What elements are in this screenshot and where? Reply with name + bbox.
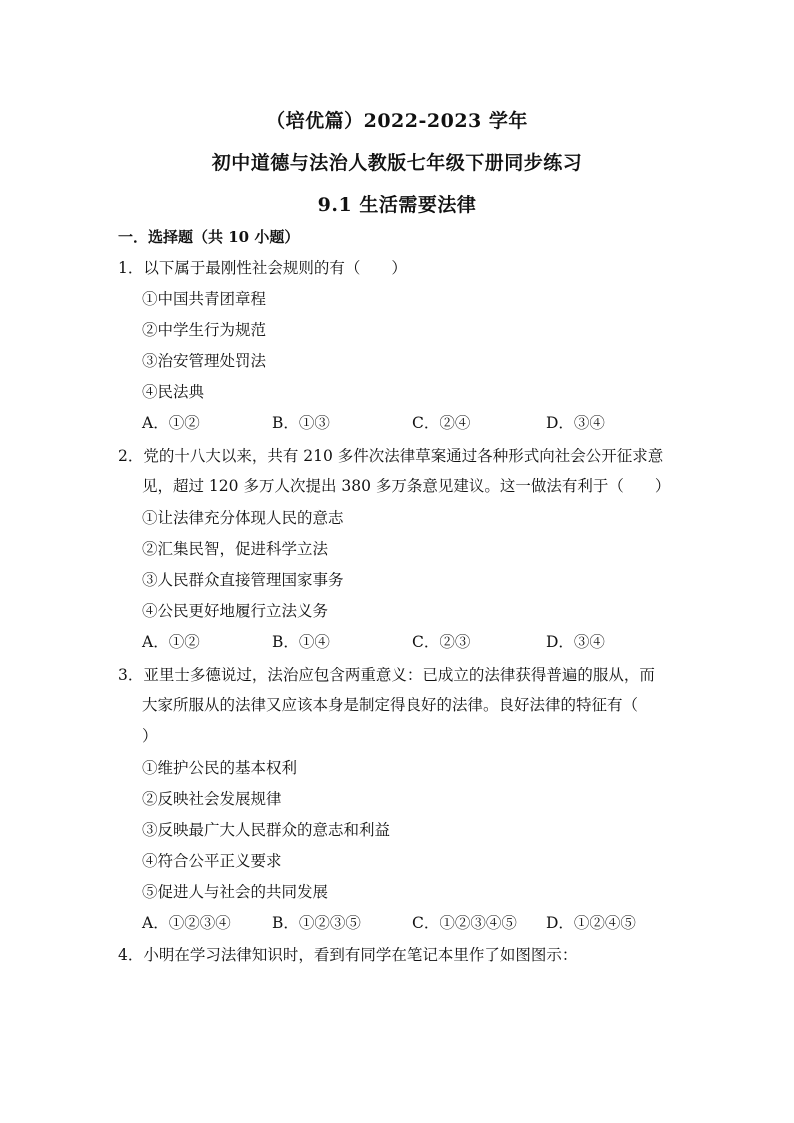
question-4-stem: 4．小明在学习法律知识时，看到有同学在笔记本里作了如图图示： <box>118 946 578 964</box>
doc-title-line3: 9.1 生活需要法律 <box>317 194 477 216</box>
question-1-choice-b[interactable]: B．①③ <box>272 414 330 432</box>
question-3-choice-b[interactable]: B．①②③⑤ <box>272 914 361 932</box>
question-2-choice-c[interactable]: C．②③ <box>412 633 471 651</box>
question-3-stem-line1: 3．亚里士多德说过，法治应包含两重意义：已成立的法律获得普遍的服从，而 <box>118 666 655 684</box>
question-2-option-3: ③人民群众直接管理国家事务 <box>142 571 344 589</box>
doc-title-line1: （培优篇）2022-2023 学年 <box>266 110 528 132</box>
question-1-stem: 1．以下属于最刚性社会规则的有（ ） <box>118 259 407 277</box>
question-3-choice-d[interactable]: D．①②④⑤ <box>546 914 636 932</box>
question-3-option-1: ①维护公民的基本权利 <box>142 759 298 777</box>
doc-title-line2: 初中道德与法治人教版七年级下册同步练习 <box>211 152 583 174</box>
question-2-option-4: ④公民更好地履行立法义务 <box>142 602 329 620</box>
question-3-stem-line3: ） <box>142 727 158 745</box>
question-1-choice-a[interactable]: A．①② <box>142 414 200 432</box>
question-3-option-2: ②反映社会发展规律 <box>142 790 282 808</box>
question-2-stem-line2: 见，超过 120 多万人次提出 380 多万条意见建议。这一做法有利于（ ） <box>142 477 671 495</box>
question-1-option-3: ③治安管理处罚法 <box>142 352 267 370</box>
question-2-choice-b[interactable]: B．①④ <box>272 633 330 651</box>
question-3-option-3: ③反映最广大人民群众的意志和利益 <box>142 821 391 839</box>
question-2-option-2: ②汇集民智，促进科学立法 <box>142 540 329 558</box>
question-2-choice-d[interactable]: D．③④ <box>546 633 605 651</box>
question-1-option-2: ②中学生行为规范 <box>142 321 267 339</box>
question-3-choice-c[interactable]: C．①②③④⑤ <box>412 914 517 932</box>
question-1-choice-c[interactable]: C．②④ <box>412 414 471 432</box>
question-3-option-4: ④符合公平正义要求 <box>142 852 282 870</box>
question-2-option-1: ①让法律充分体现人民的意志 <box>142 509 344 527</box>
question-3-stem-line2: 大家所服从的法律又应该本身是制定得良好的法律。良好法律的特征有（ <box>142 696 639 714</box>
question-3-option-5: ⑤促进人与社会的共同发展 <box>142 883 329 901</box>
section-heading: 一．选择题（共 10 小题） <box>118 228 300 246</box>
question-1-option-1: ①中国共青团章程 <box>142 290 267 308</box>
question-2-stem-line1: 2．党的十八大以来，共有 210 多件次法律草案通过各种形式向社会公开征求意 <box>118 447 664 465</box>
question-1-option-4: ④民法典 <box>142 383 205 401</box>
question-2-choice-a[interactable]: A．①② <box>142 633 200 651</box>
question-1-choice-d[interactable]: D．③④ <box>546 414 605 432</box>
question-3-choice-a[interactable]: A．①②③④ <box>142 914 231 932</box>
